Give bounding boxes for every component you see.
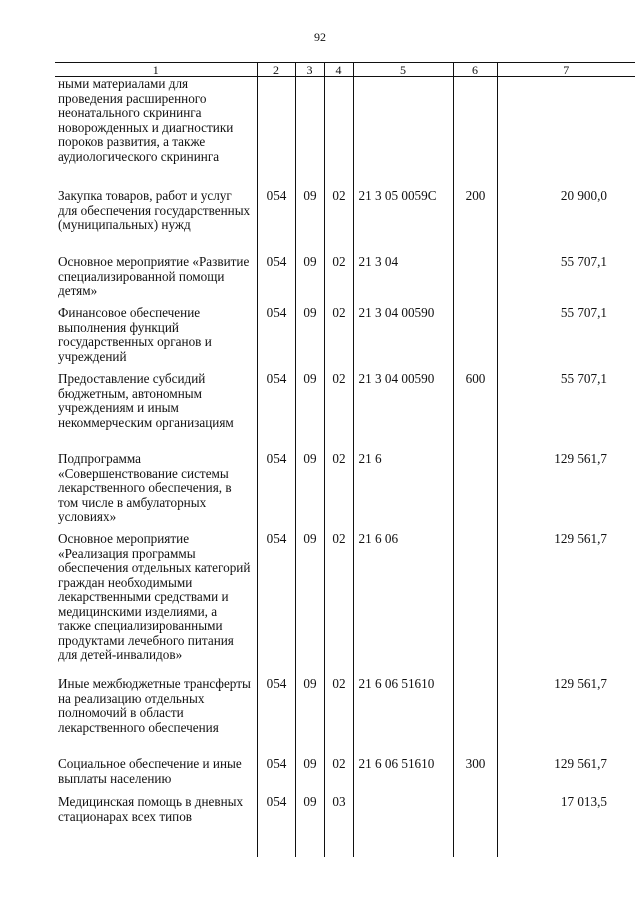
row-name: Медицинская помощь в дневных стационарах всех типов — [58, 794, 244, 824]
row-name: Подпрограмма «Совершенствование системы лекарственного обеспечения, в том числе в амбулаторных условиях» — [58, 451, 232, 524]
section-code: 09 — [295, 452, 324, 532]
amount — [497, 77, 635, 190]
subsection-code: 02 — [324, 372, 353, 452]
target-article-code: 21 3 05 0059С — [353, 189, 453, 255]
section-code: 09 — [295, 795, 324, 857]
section-code: 09 — [295, 757, 324, 795]
ministry-code — [257, 77, 295, 190]
section-code: 09 — [295, 677, 324, 757]
amount: 20 900,0 — [497, 189, 635, 255]
target-article-code: 21 3 04 00590 — [353, 306, 453, 372]
column-header-1: 1 — [55, 63, 257, 77]
amount: 55 707,1 — [497, 306, 635, 372]
section-code: 09 — [295, 255, 324, 306]
row-name: Предоставление субсидий бюджетным, автономным учреждениям и иным некоммерческим организациям — [58, 371, 234, 430]
table-row — [55, 452, 635, 532]
expense-type-code — [453, 795, 497, 857]
expense-type-code — [453, 306, 497, 372]
expense-type-code: 600 — [453, 372, 497, 452]
page-number: 92 — [314, 30, 326, 44]
row-name: Закупка товаров, работ и услуг для обеспечения государственных (муниципальных) нужд — [58, 188, 251, 232]
ministry-code: 054 — [257, 532, 295, 677]
table-row — [55, 77, 635, 190]
section-code: 09 — [295, 372, 324, 452]
subsection-code — [324, 77, 353, 190]
section-code: 09 — [295, 306, 324, 372]
expense-type-code: 200 — [453, 189, 497, 255]
amount: 129 561,7 — [497, 677, 635, 757]
target-article-code — [353, 795, 453, 857]
amount: 129 561,7 — [497, 532, 635, 677]
table-row — [55, 372, 635, 452]
ministry-code: 054 — [257, 677, 295, 757]
ministry-code: 054 — [257, 372, 295, 452]
subsection-code: 02 — [324, 532, 353, 677]
subsection-code: 03 — [324, 795, 353, 857]
column-header-3: 3 — [295, 63, 324, 77]
section-code: 09 — [295, 189, 324, 255]
amount: 55 707,1 — [497, 255, 635, 306]
table-row — [55, 306, 635, 372]
column-header-7: 7 — [497, 63, 635, 77]
subsection-code: 02 — [324, 757, 353, 795]
expense-type-code: 300 — [453, 757, 497, 795]
column-header-6: 6 — [453, 63, 497, 77]
subsection-code: 02 — [324, 306, 353, 372]
table-row — [55, 532, 635, 677]
table-row — [55, 795, 635, 857]
ministry-code: 054 — [257, 255, 295, 306]
row-name: Иные межбюджетные трансферты на реализацию отдельных полномочий в области лекарственного обеспечения — [58, 676, 251, 735]
row-name: Основное мероприятие «Реализация программы обеспечения отдельных категорий граждан необходимыми лекарственными средствами и медицинскими изделиями, а также специализированными продуктами лечебного питания для детей-инвалидов» — [58, 531, 251, 662]
row-name: ными материалами для проведения расширенного неонатального скрининга новорожденных и диагностики пороков развития, а также аудиологического скрининга — [58, 76, 234, 164]
target-article-code: 21 6 06 51610 — [353, 757, 453, 795]
table-row — [55, 189, 635, 255]
target-article-code: 21 3 04 00590 — [353, 372, 453, 452]
table-row — [55, 757, 635, 795]
subsection-code: 02 — [324, 255, 353, 306]
ministry-code: 054 — [257, 452, 295, 532]
budget-table — [55, 62, 635, 857]
section-code — [295, 77, 324, 190]
row-name: Финансовое обеспечение выполнения функций государственных органов и учреждений — [58, 305, 212, 364]
expense-type-code — [453, 677, 497, 757]
amount: 129 561,7 — [497, 452, 635, 532]
subsection-code: 02 — [324, 452, 353, 532]
target-article-code: 21 6 — [353, 452, 453, 532]
target-article-code: 21 3 04 — [353, 255, 453, 306]
expense-type-code — [453, 255, 497, 306]
column-header-4: 4 — [324, 63, 353, 77]
table-header — [55, 63, 635, 77]
subsection-code: 02 — [324, 677, 353, 757]
amount: 55 707,1 — [497, 372, 635, 452]
amount: 17 013,5 — [497, 795, 635, 857]
expense-type-code — [453, 532, 497, 677]
table-row — [55, 677, 635, 757]
column-header-5: 5 — [353, 63, 453, 77]
subsection-code: 02 — [324, 189, 353, 255]
section-code: 09 — [295, 532, 324, 677]
ministry-code: 054 — [257, 757, 295, 795]
table-row — [55, 255, 635, 306]
target-article-code — [353, 77, 453, 190]
expense-type-code — [453, 77, 497, 190]
expense-type-code — [453, 452, 497, 532]
target-article-code: 21 6 06 51610 — [353, 677, 453, 757]
amount: 129 561,7 — [497, 757, 635, 795]
ministry-code: 054 — [257, 306, 295, 372]
ministry-code: 054 — [257, 189, 295, 255]
row-name: Основное мероприятие «Развитие специализированной помощи детям» — [58, 254, 250, 298]
target-article-code: 21 6 06 — [353, 532, 453, 677]
column-header-2: 2 — [257, 63, 295, 77]
row-name: Социальное обеспечение и иные выплаты населению — [58, 756, 242, 786]
ministry-code: 054 — [257, 795, 295, 857]
